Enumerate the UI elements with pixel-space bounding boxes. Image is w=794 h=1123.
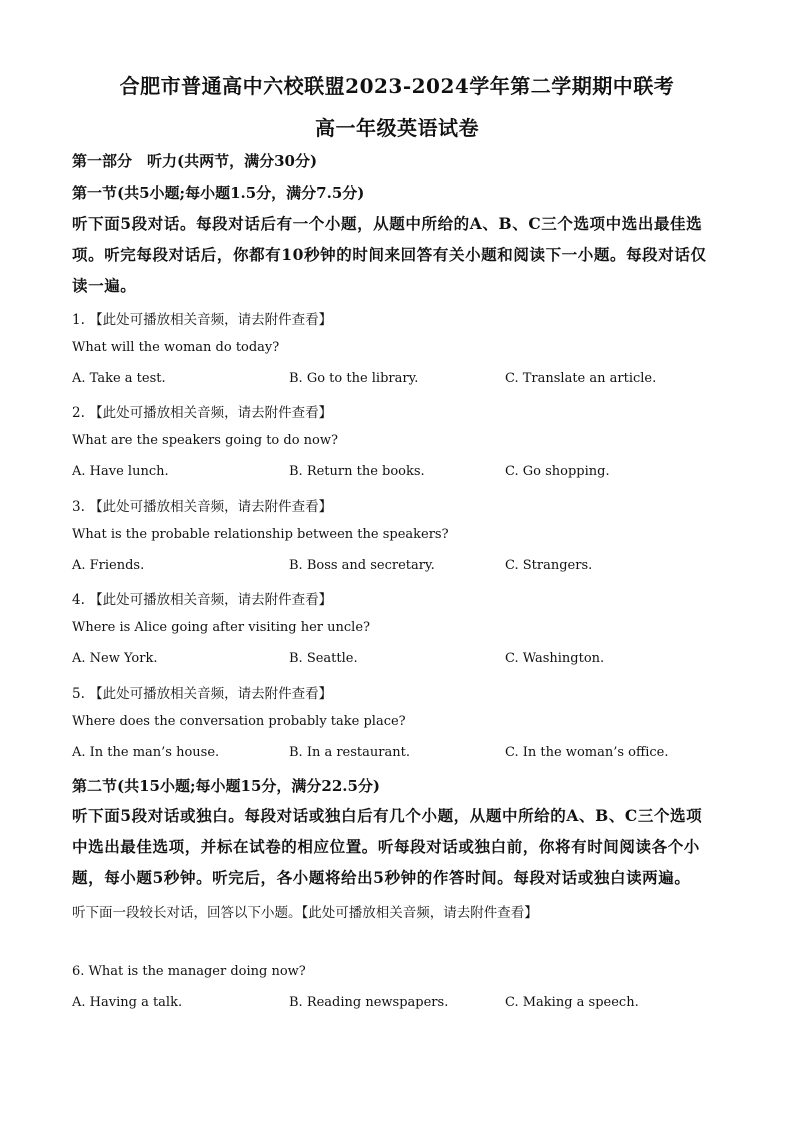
q3-prompt: What is the probable relationship between the speakers? <box>72 527 449 542</box>
instruction-line: 听下面5段对话。每段对话后有一个小题，从题中所给的A、B、C三个选项中选出最佳选 <box>72 214 703 233</box>
q3-audio-note: 3. 【此处可播放相关音频，请去附件查看】 <box>72 499 333 515</box>
q2-prompt: What are the speakers going to do now? <box>72 433 338 448</box>
q2-option-a: A. Have lunch. <box>72 464 169 479</box>
q2-option-c: C. Go shopping. <box>505 464 610 479</box>
section2-heading: 第二节(共15小题;每小题15分，满分22.5分) <box>72 777 381 795</box>
q3-option-a: A. Friends. <box>72 558 145 573</box>
q5-option-c: C. In the woman’s office. <box>505 745 669 760</box>
instruction-line: 听下面5段对话或独白。每段对话或独白后有几个小题，从题中所给的A、B、C三个选项 <box>72 806 703 825</box>
q5-option-a: A. In the man’s house. <box>72 745 220 760</box>
q5-audio-note: 5. 【此处可播放相关音频，请去附件查看】 <box>72 686 333 702</box>
exam-title-line2: 高一年级英语试卷 <box>315 116 479 140</box>
section1-heading: 第一节(共5小题;每小题1.5分，满分7.5分) <box>72 184 365 202</box>
instruction-line: 中选出最佳选项，并标在试卷的相应位置。听每段对话或独白前，你将有时间阅读各个小 <box>72 837 700 856</box>
q4-prompt: Where is Alice going after visiting her uncle? <box>72 620 370 635</box>
section1-instructions <box>72 208 722 301</box>
q1-prompt: What will the woman do today? <box>72 340 280 355</box>
q3-option-b: B. Boss and secretary. <box>289 558 435 573</box>
section2-instructions <box>72 800 722 893</box>
q6-prompt: 6. What is the manager doing now? <box>72 964 306 979</box>
q4-option-b: B. Seattle. <box>289 651 358 666</box>
exam-title-line1: 合肥市普通高中六校联盟2023-2024学年第二学期期中联考 <box>119 74 675 98</box>
q4-option-c: C. Washington. <box>505 651 605 666</box>
q1-option-b: B. Go to the library. <box>289 371 419 386</box>
q6-option-a: A. Having a talk. <box>72 995 183 1010</box>
q2-option-b: B. Return the books. <box>289 464 425 479</box>
q1-option-a: A. Take a test. <box>72 371 166 386</box>
instruction-line: 题，每小题5秒钟。听完后，各小题将给出5秒钟的作答时间。每段对话或独白读两遍。 <box>72 868 691 887</box>
part1-heading: 第一部分 听力(共两节，满分30分) <box>72 152 318 170</box>
group-audio-note: 听下面一段较长对话，回答以下小题。【此处可播放相关音频，请去附件查看】 <box>72 905 538 921</box>
q6-option-c: C. Making a speech. <box>505 995 639 1010</box>
q4-option-a: A. New York. <box>72 651 158 666</box>
q2-audio-note: 2. 【此处可播放相关音频，请去附件查看】 <box>72 405 333 421</box>
q1-option-c: C. Translate an article. <box>505 371 657 386</box>
q4-audio-note: 4. 【此处可播放相关音频，请去附件查看】 <box>72 592 333 608</box>
q6-option-b: B. Reading newspapers. <box>289 995 449 1010</box>
q5-prompt: Where does the conversation probably take place? <box>72 714 406 729</box>
instruction-line: 项。听完每段对话后，你都有10秒钟的时间来回答有关小题和阅读下一小题。每段对话仅 <box>72 245 707 264</box>
q1-audio-note: 1. 【此处可播放相关音频，请去附件查看】 <box>72 312 333 328</box>
q5-option-b: B. In a restaurant. <box>289 745 410 760</box>
q3-option-c: C. Strangers. <box>505 558 593 573</box>
instruction-line: 读一遍。 <box>72 276 137 295</box>
